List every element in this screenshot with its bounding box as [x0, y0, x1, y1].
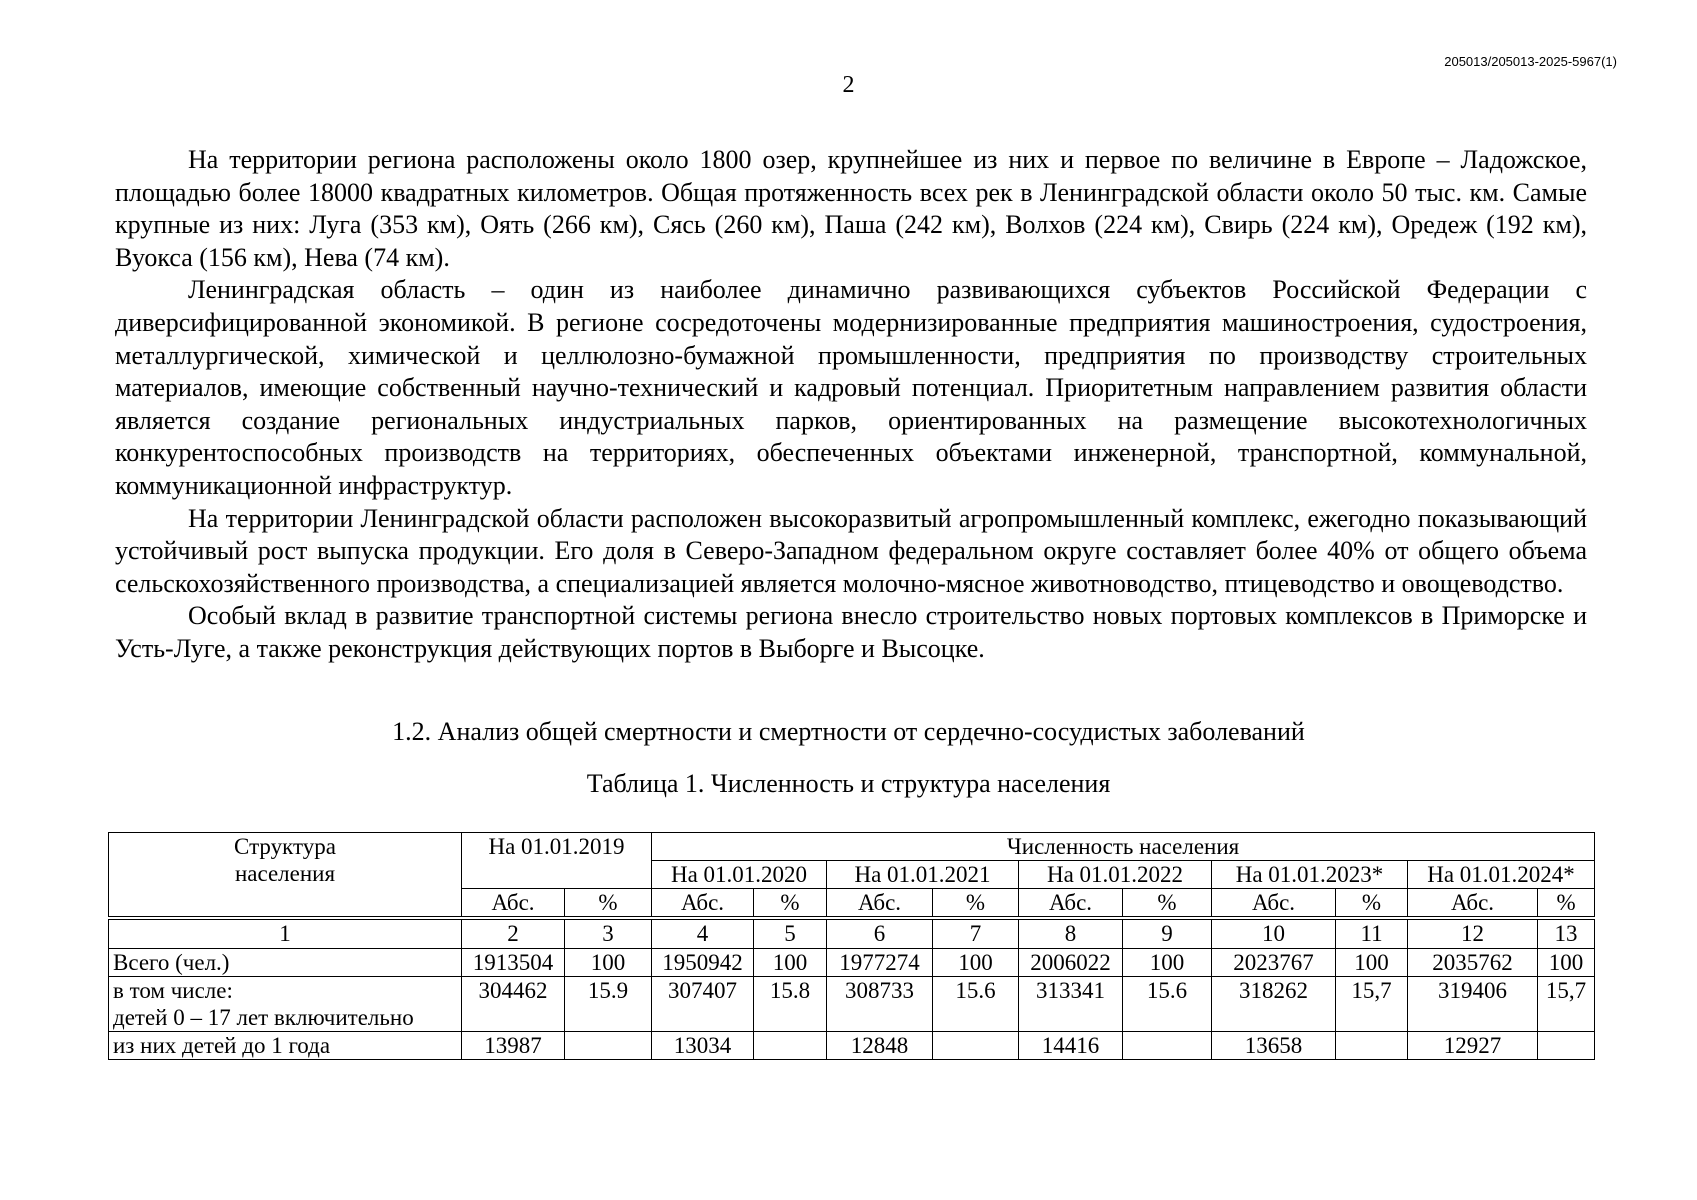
table-row-children	[109, 977, 1595, 1032]
table-cell: 15.9	[565, 977, 652, 1032]
table-cell: 100	[1538, 949, 1595, 977]
paragraph-agriculture: На территории Ленинградской области расположен высокоразвитый агропромышленный комплекс, ежегодно показывающий устойчивый рост выпуска продукции. Его доля в Северо-Западном федеральном округе составляет более 40% от общего объема сельскохозяйственного производства, а специализацией является молочно-мясное животноводство, птицеводство и овощеводство.	[115, 503, 1587, 598]
table-cell: 319406	[1408, 977, 1538, 1032]
table-cell	[1336, 1032, 1408, 1060]
header-row-1	[109, 833, 1595, 861]
structure-header-line2: населения	[234, 861, 336, 886]
table-cell	[1123, 1032, 1212, 1060]
table-cell	[754, 1032, 827, 1060]
pct-header: %	[1336, 889, 1408, 919]
row-label-line1: в том числе:	[113, 978, 233, 1003]
abs-header: Абс.	[462, 889, 565, 919]
table-cell: 100	[754, 949, 827, 977]
table-row-infants	[109, 1032, 1595, 1060]
column-number: 3	[565, 918, 652, 949]
population-header: Численность населения	[652, 833, 1595, 861]
pct-header: %	[565, 889, 652, 919]
table-cell: 100	[933, 949, 1019, 977]
table-caption: Таблица 1. Численность и структура населения	[586, 769, 1111, 798]
date-header-2023: На 01.01.2023*	[1212, 861, 1408, 889]
table-cell: 100	[1123, 949, 1212, 977]
table-cell: 307407	[652, 977, 754, 1032]
table-cell: 13034	[652, 1032, 754, 1060]
column-number: 10	[1212, 918, 1336, 949]
table-cell: 1950942	[652, 949, 754, 977]
row-label	[109, 977, 462, 1032]
pct-header: %	[933, 889, 1019, 919]
paragraph-economy: Ленинградская область – один из наиболее динамично развивающихся субъектов Российской Федерации с диверсифицированной экономикой. В регионе сосредоточены модернизированные предприятия машиностроения, судостроения, металлургической, химической и целлюлозно-бумажной промышленности, предприятия по производству строительных материалов, имеющие собственный научно-технический и кадровый потенциал. Приоритетным направлением развития области является создание региональных индустриальных парков, ориентированных на размещение высокотехнологичных конкурентоспособных производств на территориях, обеспеченных объектами инженерной, транспортной, коммунальной, коммуникационной инфраструктур.	[115, 275, 1587, 500]
table-cell: 1977274	[827, 949, 933, 977]
abs-header: Абс.	[1019, 889, 1123, 919]
table-cell	[565, 1032, 652, 1060]
table-cell: 15,7	[1336, 977, 1408, 1032]
table-row-total	[109, 949, 1595, 977]
table-cell: 2006022	[1019, 949, 1123, 977]
table-cell: 12927	[1408, 1032, 1538, 1060]
paragraph-lakes-rivers: На территории региона расположены около 1800 озер, крупнейшее из них и первое по величине в Европе – Ладожское, площадью более 18000 квадратных километров. Общая протяженность всех рек в Ленинградской области около 50 тыс. км. Самые крупные из них: Луга (353 км), Оять (266 км), Сясь (260 км), Паша (242 км), Волхов (224 км), Свирь (224 км), Оредеж (192 км), Вуокса (156 км), Нева (74 км).	[115, 145, 1587, 272]
table-cell: 2023767	[1212, 949, 1336, 977]
table-cell: 14416	[1019, 1032, 1123, 1060]
column-number: 11	[1336, 918, 1408, 949]
body-text	[115, 144, 1587, 666]
column-number: 8	[1019, 918, 1123, 949]
table-cell: 100	[565, 949, 652, 977]
column-number: 9	[1123, 918, 1212, 949]
pct-header: %	[1538, 889, 1595, 919]
table-cell: 308733	[827, 977, 933, 1032]
table-cell	[933, 1032, 1019, 1060]
page-number: 2	[842, 72, 855, 98]
abs-header: Абс.	[1408, 889, 1538, 919]
table-cell: 304462	[462, 977, 565, 1032]
table-cell: 15.6	[1123, 977, 1212, 1032]
row-label: из них детей до 1 года	[109, 1032, 462, 1060]
structure-header	[109, 833, 462, 919]
column-number: 4	[652, 918, 754, 949]
table-cell: 2035762	[1408, 949, 1538, 977]
row-label-line2: детей 0 – 17 лет включительно	[113, 1005, 414, 1030]
date-header-2022: На 01.01.2022	[1019, 861, 1212, 889]
column-number: 5	[754, 918, 827, 949]
table-cell: 13987	[462, 1032, 565, 1060]
column-number: 12	[1408, 918, 1538, 949]
date-header-2020: На 01.01.2020	[652, 861, 827, 889]
pct-header: %	[754, 889, 827, 919]
table-cell: 100	[1336, 949, 1408, 977]
date-header-2021: На 01.01.2021	[827, 861, 1019, 889]
table-cell: 12848	[827, 1032, 933, 1060]
column-number: 7	[933, 918, 1019, 949]
date-header-2024: На 01.01.2024*	[1408, 861, 1595, 889]
column-number: 13	[1538, 918, 1595, 949]
paragraph-transport: Особый вклад в развитие транспортной системы региона внесло строительство новых портовых комплексов в Приморске и Усть-Луге, а также реконструкция действующих портов в Выборге и Высоцке.	[115, 601, 1587, 663]
column-number: 2	[462, 918, 565, 949]
section-title: 1.2. Анализ общей смертности и смертности от сердечно-сосудистых заболеваний	[392, 717, 1305, 746]
column-number: 1	[109, 918, 462, 949]
table-cell: 318262	[1212, 977, 1336, 1032]
population-table	[108, 832, 1595, 1060]
date-header-2019: На 01.01.2019	[462, 833, 652, 889]
pct-header: %	[1123, 889, 1212, 919]
table-cell: 15.6	[933, 977, 1019, 1032]
abs-header: Абс.	[1212, 889, 1336, 919]
abs-header: Абс.	[652, 889, 754, 919]
table-cell: 313341	[1019, 977, 1123, 1032]
abs-header: Абс.	[827, 889, 933, 919]
column-number: 6	[827, 918, 933, 949]
document-id: 205013/205013-2025-5967(1)	[1444, 54, 1617, 69]
table-cell: 15,7	[1538, 977, 1595, 1032]
column-number-row	[109, 918, 1595, 949]
table-cell: 15.8	[754, 977, 827, 1032]
row-label: Всего (чел.)	[109, 949, 462, 977]
table-cell	[1538, 1032, 1595, 1060]
table-cell: 13658	[1212, 1032, 1336, 1060]
table-cell: 1913504	[462, 949, 565, 977]
structure-header-line1: Структура	[234, 834, 336, 859]
